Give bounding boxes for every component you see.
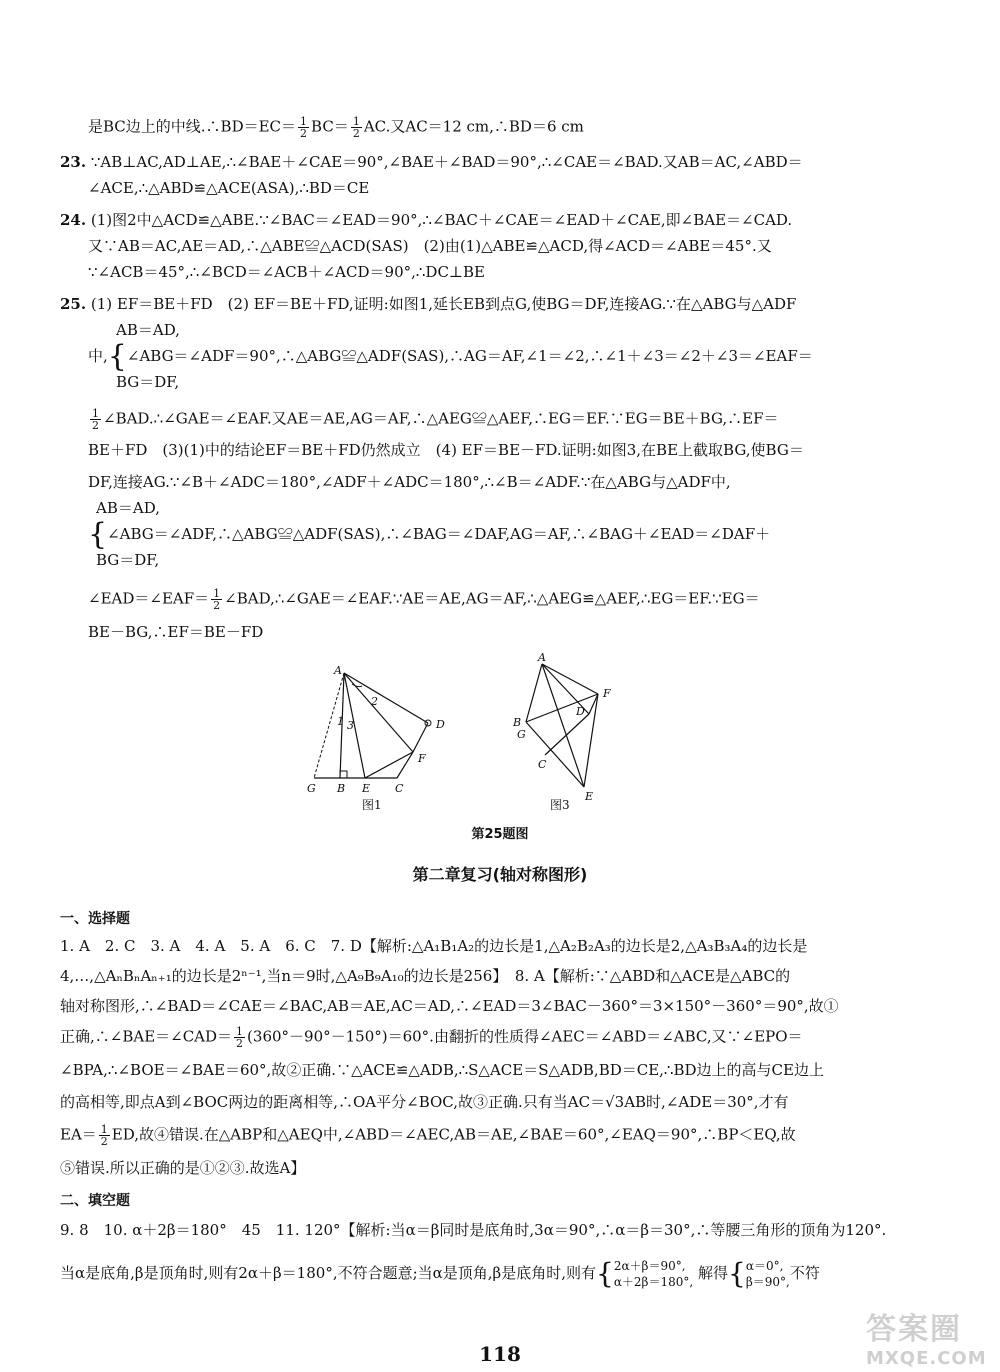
fraction: $\frac{1}{2}$ [236,1025,244,1050]
fraction: $\frac{1}{2}$ [352,115,360,140]
section-heading: 二、填空题 [60,1193,130,1209]
text-line: DF,连接AG.∵∠B＋∠ADC＝180°,∠ADF＋∠ADC＝180°,∴∠B＝∠ADF.∵在△ABG与△ADF中, [88,473,731,491]
figure-1-label: 图1 [362,798,382,812]
problem-23-line-1: 23. ∵AB⊥AC,AD⊥AE,∴∠BAE＋∠CAE＝90°,∠BAE＋∠BAD＝90°,∴∠CAE＝∠BAD.又AB＝AC,∠ABD＝ [60,153,803,171]
fraction: $\frac{1}{2}$ [213,587,221,612]
fraction: $\frac{1}{2}$ [300,115,308,140]
text-line: BE－BG,∴EF＝BE－FD [88,623,264,641]
brace-line-a: AB＝AD, [116,321,180,339]
text-line: $\frac{1}{2}$ ∠BAD.∴∠GAE＝∠EAF.又AE＝AE,AG＝AF,∴△AEG≌△AEF,∴EG＝EF.∵EG＝BE＋BG,∴EF＝ [92,407,779,432]
point-label: C [395,782,404,795]
point-label: E [362,782,371,795]
brace: { [728,1257,746,1290]
point-label: B [513,716,522,729]
answer-line: ⑤错误.所以正确的是①②③.故选A】 [60,1159,306,1177]
problem-24-line-1: 24. (1)图2中△ACD≌△ABE.∵∠BAC＝∠EAD＝90°,∴∠BAC＋∠CAE＝∠EAD＋∠CAE,即∠BAE＝∠CAD. [60,211,793,229]
point-label: D [436,718,445,731]
answer-line: 4,…,△AₙBₙAₙ₊₁的边长是2ⁿ⁻¹,当n＝9时,△A₉B₉A₁₀的边长是256】 8. A【解析:∵△ABD和△ACE是△ABC的 [60,967,791,985]
answer-line: 9. 8 10. α＋2β＝180° 45 11. 120°【解析:当α＝β同时是底角时,3α＝90°,∴α＝β＝30°,∴等腰三角形的顶角为120°. [60,1221,887,1239]
answer-line: 的高相等,即点A到∠BOC两边的距离相等,∴OA平分∠BOC,故③正确.只有当AC＝√3AB时,∠ADE＝30°,才有 [60,1093,789,1111]
brace: { [595,1257,614,1290]
point-label: D [576,705,585,718]
point-label: F [418,752,426,765]
brace: { [107,339,127,374]
text-line: ∠EAD＝∠EAF＝ $\frac{1}{2}$ ∠BAD,∴∠GAE＝∠EAF.∵AE＝AE,AG＝AF,∴△AEG≌△AEF,∴EG＝EF.∵EG＝ [88,587,760,612]
point-label: F [603,687,611,700]
point-label: A [334,664,342,677]
brace-line-c: BG＝DF, [96,551,160,569]
brace-line-c: BG＝DF, [116,373,180,391]
section-heading: 一、选择题 [60,911,130,927]
angle-label: 1 [337,715,344,728]
problem-24-line-2: 又∵AB＝AC,AE＝AD,∴△ABE≌△ACD(SAS) (2)由(1)△ABE≌△ACD,得∠ACD＝∠ABE＝45°.又 [88,237,772,255]
point-label: A [538,651,546,664]
problem-23-line-2: ∠ACE,∴△ABD≌△ACE(ASA),∴BD＝CE [88,179,370,197]
answer-line: 1. A 2. C 3. A 4. A 5. A 6. C 7. D【解析:△A₁B₁A₂的边长是1,△A₂B₂A₃的边长是2,△A₃B₃A₄的边长是 [60,937,808,955]
fraction: $\frac{1}{2}$ [100,1123,108,1148]
watermark: 答案圈 MXQE.COM [866,1312,987,1369]
figure-caption: 第25题图 [471,827,529,842]
answer-line: 轴对称图形,∴∠BAD＝∠CAE＝∠BAC,AB＝AE,AC＝AD,∴∠EAD＝3∠BAC－360°＝3×150°－360°＝90°,故① [60,997,839,1015]
answer-line: 正确,∴∠BAE＝∠CAD＝ $\frac{1}{2}$ (360°－90°－150°)＝60°.由翻折的性质得∠AEC＝∠ABD＝∠ABC,又∵∠EPO＝ [60,1025,803,1050]
brace-line-b: {∠ABG＝∠ADF,∴△ABG≌△ADF(SAS),∴∠BAG＝∠DAF,AG＝AF,∴∠BAG＋∠EAD＝∠DAF＋ [88,517,771,552]
problem-24-line-3: ∵∠ACB＝45°,∴∠BCD＝∠ACB＋∠ACD＝90°,∴DC⊥BE [88,263,486,281]
brace-line-a: AB＝AD, [96,499,160,517]
point-label: G [517,728,526,741]
chapter-title: 第二章复习(轴对称图形) [412,865,588,884]
answer-line: 当α是底角,β是顶角时,则有2α＋β＝180°,不符合题意;当α是顶角,β是底角时,则有{ 2α＋β＝90°, α＋2β＝180°, 解得{ α＝0°, β＝90°, 不符 [60,1257,820,1290]
angle-label: 2 [371,695,378,708]
angle-label: 3 [347,719,354,732]
answer-line: ∠BPA,∴∠BOE＝∠BAE＝60°,故②正确.∵△ACE≌△ADB,∴S△ACE＝S△ADB,BD＝CE,∴BD边上的高与CE边上 [60,1061,824,1079]
text-line: BE＋FD (3)(1)中的结论EF＝BE＋FD仍然成立 (4) EF＝BE－FD.证明:如图3,在BE上截取BG,使BG＝ [88,441,804,459]
point-label: G [307,782,316,795]
point-label: C [538,758,547,771]
fraction: $\frac{1}{2}$ [92,407,99,432]
problem-25-line-1: 25. (1) EF＝BE＋FD (2) EF＝BE＋FD,证明:如图1,延长EB到点G,使BG＝DF,连接AG.∵在△ABG与△ADF [60,295,797,313]
point-label: B [337,782,346,795]
brace-line-b: 中,{∠ABG＝∠ADF＝90°,∴△ABG≌△ADF(SAS),∴AG＝AF,∠1＝∠2,∴∠1＋∠3＝∠2＋∠3＝∠EAF＝ [88,339,813,374]
figure-3-label: 图3 [550,798,570,812]
brace: { [88,517,108,552]
text-line: 是BC边上的中线.∴BD＝EC＝ $\frac{1}{2}$ BC＝ $\frac{1}{2}$ AC.又AC＝12 cm,∴BD＝6 cm [88,115,584,140]
figure-3 [505,650,615,800]
answer-line: EA＝ $\frac{1}{2}$ ED,故④错误.在△ABP和△AEQ中,∠ABD＝∠AEC,AB＝AE,∠BAE＝60°,∠EAQ＝90°,∴BP＜EQ,故 [60,1123,796,1148]
page-number: 118 [479,1342,521,1366]
point-label: E [585,790,594,800]
